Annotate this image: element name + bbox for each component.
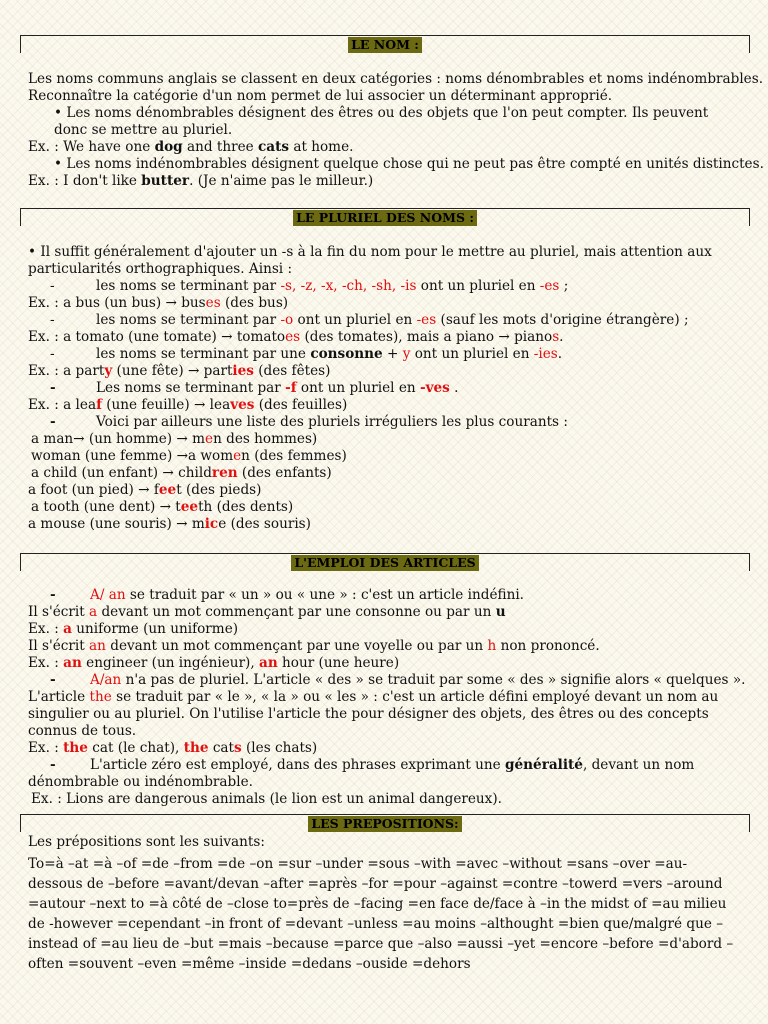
paragraph: Les noms communs anglais se classent en deux catégories : noms dénombrables et noms indénombrables.	[28, 71, 764, 87]
example: Ex. : a bus (un bus) → buses (des bus)	[28, 295, 289, 311]
prepositions-list: To=à –at =à –of =de –from =de –on =sur –under =sous –with =avec –without =sans –over =au-dessous de –before =avant/devan –after =après –for =pour –against =contre –towerd =vers –around =autour –next to =à côté de –close to=près de –facing =en face de/face à –in the midst of =au milieu de -however =cependant –in front of =devant –unless =au moins –althought =bien que/malgré que –instead of =au lieu de –but =mais –because =parce que –also =aussi –yet =encore –before =d'abord –often =souvent –even =même –inside =dedans –ouside =dehors	[28, 856, 734, 972]
rule: - les noms se terminant par -s, -z, -x, -ch, -sh, -is ont un pluriel en -es ;	[50, 278, 569, 294]
section-pluriel-body	[28, 244, 740, 533]
example: Ex. : a leaf (une feuille) → leaves (des feuilles)	[28, 397, 348, 413]
section-header-pluriel	[20, 208, 750, 226]
example: Ex. : a party (une fête) → parties (des fêtes)	[28, 363, 331, 379]
paragraph-countable: • Les noms dénombrables désignent des êtres ou des objets que l'on peut compter. Ils peuvent donc se mettre au pluriel.	[54, 105, 709, 138]
section-title: LES PREPOSITIONS:	[308, 816, 461, 832]
irregular-item: a child (un enfant) → children (des enfants)	[31, 465, 332, 481]
paragraph: Les prépositions sont les suivants:	[28, 834, 265, 850]
rule: - les noms se terminant par -o ont un pluriel en -es (sauf les mots d'origine étrangère) ;	[50, 312, 689, 328]
rule: - A/ an se traduit par « un » ou « une » : c'est un article indéfini.	[50, 587, 525, 603]
irregular-item: a foot (un pied) → feet (des pieds)	[28, 482, 262, 498]
irregular-item: a mouse (une souris) → mice (des souris)	[28, 516, 311, 532]
rule: - L'article zéro est employé, dans des phrases exprimant une généralité, devant un nom dénombrable ou indénombrable.	[28, 757, 695, 790]
example: Ex. : I don't like butter. (Je n'aime pas le milleur.)	[28, 173, 374, 189]
section-title: LE NOM :	[348, 37, 422, 53]
section-articles-body	[28, 587, 746, 808]
paragraph: Il s'écrit an devant un mot commençant par une voyelle ou par un h non prononcé.	[28, 638, 600, 654]
section-header-articles	[20, 553, 750, 571]
rule: - les noms se terminant par une consonne + y ont un pluriel en -ies.	[50, 346, 563, 362]
paragraph-uncountable: • Les noms indénombrables désignent quelque chose qui ne peut pas être compté en unités distinctes.	[54, 156, 764, 172]
section-header-prepositions	[20, 814, 750, 832]
example: Ex. : an engineer (un ingénieur), an hour (une heure)	[28, 655, 400, 671]
section-le-nom-body	[28, 71, 764, 190]
section-header-le-nom	[20, 35, 750, 53]
rule: - A/an n'a pas de pluriel. L'article « des » se traduit par some « des » signifie alors « quelques ».	[50, 672, 746, 688]
paragraph: L'article the se traduit par « le », « la » ou « les » : c'est un article défini employé devant un nom au singulier ou au pluriel. On l'utilise l'article the pour désigner des objets, des êtres ou des concepts connus de tous.	[28, 689, 719, 739]
section-title: L'EMPLOI DES ARTICLES	[291, 555, 478, 571]
irregular-item: a tooth (une dent) → teeth (des dents)	[31, 499, 294, 515]
example: Ex. : a tomato (une tomate) → tomatoes (des tomates), mais a piano → pianos.	[28, 329, 564, 345]
example: Ex. : a uniforme (un uniforme)	[28, 621, 239, 637]
example: Ex. : the cat (le chat), the cats (les chats)	[28, 740, 318, 756]
paragraph: Il s'écrit a devant un mot commençant par une consonne ou par un u	[28, 604, 506, 620]
example: Ex. : Lions are dangerous animals (le lion est un animal dangereux).	[31, 791, 502, 807]
section-title: LE PLURIEL DES NOMS :	[293, 210, 477, 226]
section-prepositions-body	[28, 834, 740, 974]
rule: - Voici par ailleurs une liste des pluriels irréguliers les plus courants :	[50, 414, 568, 430]
paragraph: • Il suffit généralement d'ajouter un -s à la fin du nom pour le mettre au pluriel, mais attention aux particularités orthographiques. Ainsi :	[28, 244, 712, 277]
example: Ex. : We have one dog and three cats at home.	[28, 139, 354, 155]
irregular-item: a man→ (un homme) → men des hommes)	[31, 431, 318, 447]
irregular-item: woman (une femme) →a women (des femmes)	[31, 448, 347, 464]
rule: - Les noms se terminant par -f ont un pluriel en -ves .	[50, 380, 459, 396]
paragraph: Reconnaître la catégorie d'un nom permet de lui associer un déterminant approprié.	[28, 88, 613, 104]
